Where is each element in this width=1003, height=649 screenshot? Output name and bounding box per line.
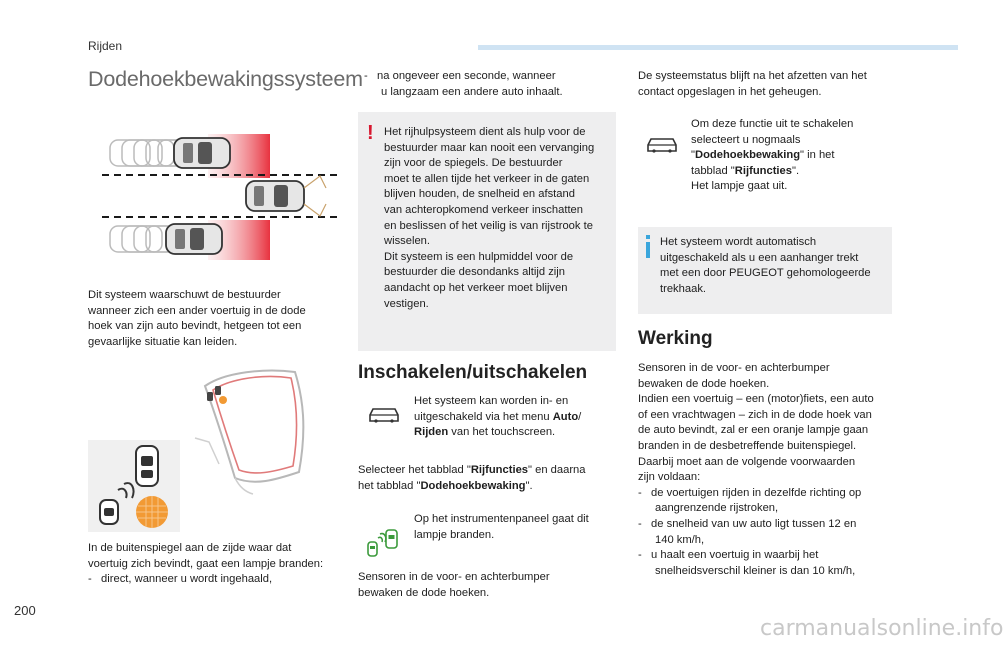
select-tab-text: Selecteer het tabblad "Rijfuncties" en daarna het tabblad "Dodehoekbewaking". — [358, 464, 586, 492]
bullet-slow-overtake: - na ongeveer een seconde, wanneer u langzaam een andere auto inhaalt. — [364, 70, 563, 98]
info-icon — [646, 235, 651, 259]
info-text: Het systeem wordt automatisch uitgeschakeld als u een aanhanger trekt met een door PEUGEOT gehomologeerde trekhaak. — [660, 236, 871, 295]
car-bottom-icon — [166, 224, 222, 254]
header-bar — [478, 45, 958, 50]
bullet-overtaken: - direct, wanneer u wordt ingehaald, — [88, 573, 273, 586]
condition-item: - de snelheid van uw auto ligt tussen 12 en — [638, 517, 857, 530]
watermark: carmanualsonline.info — [760, 616, 1003, 641]
instrument-panel-text: Op het instrumentenpaneel gaat dit lampje branden. — [414, 513, 589, 541]
blind-spot-lamp-icon — [364, 528, 404, 558]
car-top-icon — [174, 138, 230, 168]
warning-box — [358, 112, 616, 351]
condition-item: - de voertuigen rijden in dezelfde richting op — [638, 486, 862, 499]
info-box — [638, 227, 892, 314]
sensors-text: Sensoren in de voor- en achterbumper bewaken de dode hoeken. — [358, 571, 550, 599]
working-text: Sensoren in de voor- en achterbumper bewaken de dode hoeken. Indien een voertuig – een (motor)fiets, een auto of een vrachtwagen – zich in de dode hoek van de auto bevindt, zal er een oranje lampje gaan branden in de desbetreffende buitenspiegel. Daarbij moet aan de volgende voorwaarden zijn voldaan: - de voertuigen rijden in dezelfde richting op aangrenzende rijstroken, - de snelheid van uw auto ligt tussen 12 en 140 km/h, - u haalt een voertuig in waarbij het snelheidsverschil kleiner is dan 10 km/h, — [638, 362, 874, 577]
deactivate-text: Om deze functie uit te schakelen selecteert u nogmaals "Dodehoekbewaking" in het tabblad "Rijfuncties". Het lampje gaat uit. — [691, 118, 854, 193]
car-icon — [367, 406, 401, 424]
warning-icon: ! — [367, 122, 374, 144]
header-section-title: Rijden — [88, 39, 123, 53]
own-car-icon — [246, 176, 326, 216]
heading-activate: Inschakelen/uitschakelen — [358, 362, 588, 383]
side-mirror-icon — [195, 368, 315, 498]
car-icon — [645, 136, 679, 154]
status-memory-text: De systeemstatus blijft na het afzetten van het contact opgeslagen in het geheugen. — [638, 70, 867, 98]
page-number: 200 — [14, 603, 36, 618]
condition-item: - u haalt een voertuig in waarbij het — [638, 549, 819, 562]
mirror-text: In de buitenspiegel aan de zijde waar dat voertuig zich bevindt, gaat een lampje branden: - direct, wanneer u wordt ingehaald, — [88, 541, 323, 588]
blind-spot-illustration — [88, 128, 340, 264]
blind-spot-lamp-illustration — [88, 440, 180, 532]
heading-working: Werking — [638, 328, 713, 349]
intro-text: Dit systeem waarschuwt de bestuurder wanneer zich een ander voertuig in de dode hoek van zijn auto bevindt, hetgeen tot een gevaarlijke situatie kan leiden. — [88, 289, 306, 348]
touchscreen-text: Het systeem kan worden in- en uitgeschakeld via het menu Auto/ Rijden van het touchscreen. — [414, 395, 582, 439]
warning-text: Het rijhulpsysteem dient als hulp voor de bestuurder maar kan nooit een vervanging zijn voor de spiegels. De bestuurder moet te allen tijde het verkeer in de gaten blijven houden, de snelheid en afstand van achteropkomend verkeer inschatten en beslissen of het veilig is van rijstrook te wisselen. Dit systeem is een hulpmiddel voor de bestuurder die desondanks altijd zijn aandacht op het verkeer moet blijven vestigen. — [384, 126, 595, 310]
page-title: Dodehoekbewakingssysteem — [88, 67, 363, 91]
